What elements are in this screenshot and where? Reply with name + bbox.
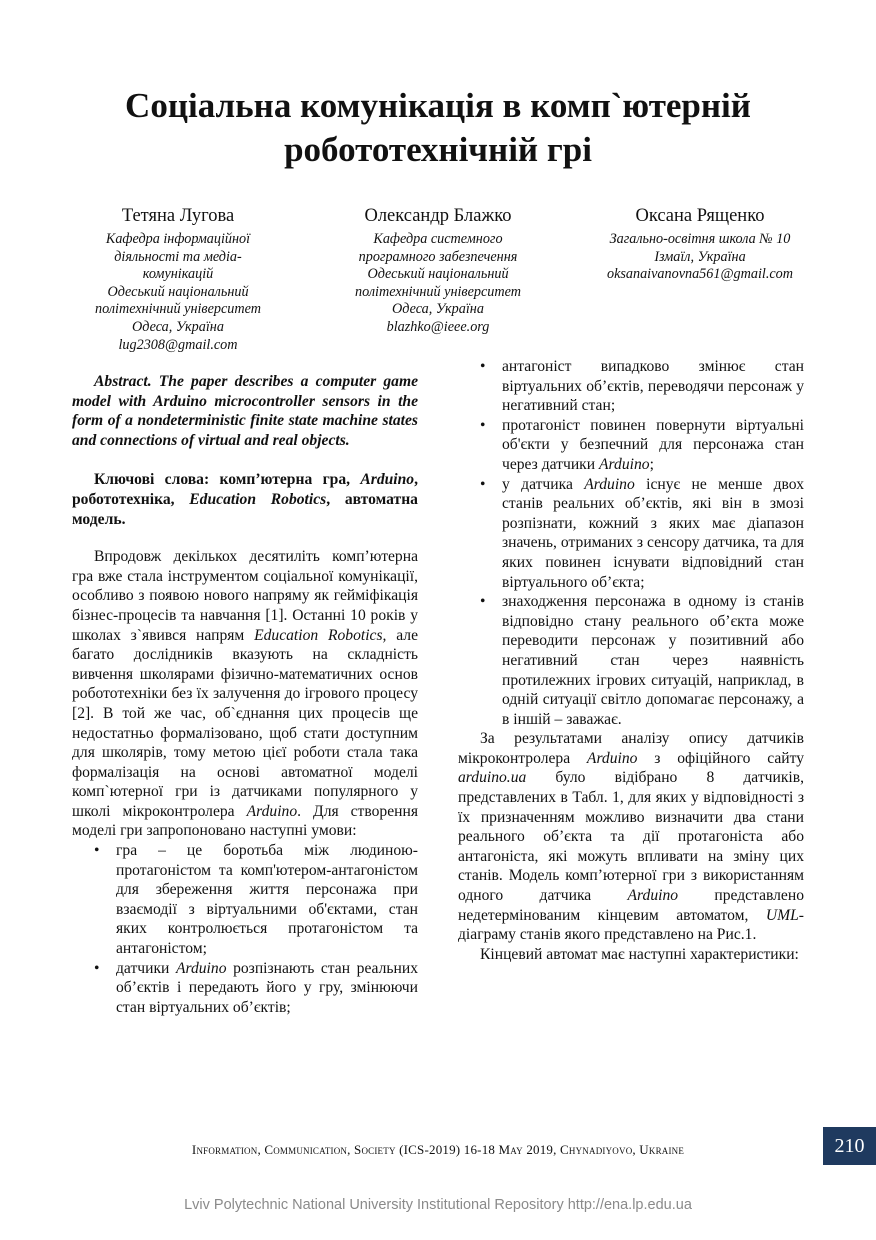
- bullet-icon: •: [94, 842, 100, 860]
- repository-watermark: Lviv Polytechnic National University Institutional Repository http://ena.lp.edu.ua: [184, 1197, 692, 1213]
- bullet-icon: •: [480, 358, 486, 375]
- bullet-icon: •: [480, 475, 486, 493]
- list-item-text: знаходження персонажа в одному із станів відповідно стану реального об’єкта може переводити персонаж у позитивний або негативний стан через наявність протилежних ігрових ситуацій, наприклад, в одній ситуації світло допомагає персонажу, а в іншій – заважає.: [502, 593, 804, 728]
- results-text-1: За результатами аналізу опису датчиків мікроконтролера: [458, 730, 804, 767]
- results-text-2: з офіційного сайту: [637, 749, 805, 767]
- intro-paragraph: [72, 547, 418, 841]
- list-item-text: протагоніст повинен повернути віртуальні об'єкти у безпечний для персонажа стан через датчики: [502, 416, 804, 473]
- keyword-education-robotics: Education Robotics: [189, 490, 327, 508]
- results-uml: UML: [765, 906, 799, 924]
- final-paragraph: Кінцевий автомат має наступні характеристики:: [480, 945, 799, 963]
- list-item-italic: Arduino: [584, 475, 635, 493]
- results-arduino: Arduino: [627, 887, 679, 905]
- results-paragraph: [458, 729, 804, 945]
- author-name: Оксана Рященко: [635, 206, 765, 226]
- bullet-icon: •: [480, 416, 486, 434]
- list-item-italic: Arduino: [175, 959, 227, 977]
- author-affiliation: діяльності та медіа-: [114, 248, 242, 265]
- results-text-4: представлено недетермінованим кінцевим автоматом,: [458, 887, 804, 924]
- list-item: [458, 357, 804, 416]
- author-affiliation: політехнічний університет: [95, 301, 261, 318]
- keywords-label: Ключові слова: комп’ютерна гра,: [94, 471, 361, 489]
- intro-text-3: . Для створення моделі гри запропоновано наступні умови:: [72, 802, 419, 840]
- list-item: [458, 592, 804, 729]
- keyword-arduino: Arduino: [360, 471, 415, 489]
- list-item-italic: Arduino: [599, 455, 650, 473]
- author-location: Одеса, Україна: [132, 318, 224, 335]
- page-footer: [0, 1142, 876, 1158]
- title-line-2: робототехнічній грі: [284, 130, 592, 169]
- author-affiliation: Одеський національний: [107, 283, 249, 300]
- conditions-list-right: [458, 357, 804, 729]
- intro-education-robotics: Education Robotics,: [254, 626, 387, 644]
- bullet-icon: •: [480, 593, 486, 611]
- paper-title: [40, 84, 836, 172]
- author-affiliation: політехнічний університет: [355, 283, 521, 300]
- footer-text: Information, Communication, Society (ICS-2019) 16-18 May 2019, Chynadiyovo, Ukraine: [191, 1142, 685, 1157]
- left-column: [72, 357, 418, 1017]
- bullet-icon: •: [94, 959, 100, 977]
- author-affiliation: комунікацій: [142, 266, 214, 283]
- title-line-1: Соціальна комунікація в комп`ютерній: [125, 86, 751, 125]
- intro-arduino: Arduino: [246, 802, 298, 820]
- results-arduino: Arduino: [586, 749, 638, 767]
- author-email: blazhko@ieee.org: [386, 318, 490, 335]
- conditions-list-left: [72, 841, 418, 1017]
- results-text-3: було відібрано 8 датчиків, представлених в Табл. 1, для яких у відповідності з їх призначенням можливо визначити два стани реального об’єкта та дії протагоніста або антагоніста, які можуть впливати на зміну цих станів. Модель комп’ютерної гри з використанням одного датчика: [458, 769, 804, 905]
- keywords: [72, 470, 418, 529]
- author-email: lug2308@gmail.com: [118, 336, 238, 353]
- author-block-2: [322, 205, 554, 337]
- author-affiliation: програмного забезпечення: [358, 248, 518, 265]
- keywords-end: , автоматна модель.: [72, 490, 418, 528]
- author-location: Одеса, Україна: [392, 301, 484, 318]
- keywords-mid: , робототехніка,: [72, 471, 418, 508]
- author-name: Олександр Блажко: [364, 206, 512, 226]
- page-number: 210: [823, 1127, 876, 1165]
- list-item: [72, 959, 418, 1018]
- list-item-text: датчики: [116, 959, 176, 977]
- author-email: oksanaivanovna561@gmail.com: [606, 266, 794, 283]
- results-site: arduino.ua: [458, 769, 527, 787]
- results-text-5: -діаграму станів якого представлено на Рис.1.: [458, 906, 804, 944]
- author-affiliation: Кафедра інформаційної: [105, 231, 251, 247]
- list-item-text: у датчика: [502, 475, 585, 493]
- author-name: Тетяна Лугова: [121, 206, 235, 226]
- list-item: [72, 841, 418, 959]
- list-item: [458, 416, 804, 475]
- list-item-text: гра – це боротьба між людиною-протагоністом та комп'ютером-антагоністом для збереження життя персонажа при взаємодії з віртуальними об'єктами, стан яких контролюється протагоністом та антагоністом;: [116, 842, 418, 958]
- intro-text-1: Впродовж декількох десятиліть комп’ютерна гра вже стала інструментом соціальної комунікації, особливо з появою нового напряму як гейміфікація бізнес-процесів та навчання [1]. Останні 10 років у школах з`явився напрям: [72, 548, 418, 644]
- abstract: Abstract. The paper describes a computer game model with Arduino microcontroller sensors in the form of a nondeterministic finite state machine states and connections of virtual and real objects.: [72, 373, 418, 449]
- author-location: Ізмаїл, Україна: [654, 248, 746, 265]
- author-block-1: [62, 205, 294, 354]
- author-affiliation: Кафедра системного: [373, 231, 503, 247]
- list-item-text: антагоніст випадково змінює стан віртуальних об’єктів, переводячи персонаж у негативний стан;: [502, 358, 804, 415]
- list-item-text: розпізнають стан реальних об’єктів і передають його у гру, змінюючи стан віртуальних об’єктів;: [116, 959, 418, 1016]
- list-item-text: ;: [649, 455, 654, 473]
- right-column: [458, 357, 804, 964]
- list-item-text: існує не менше двох станів реальних об’єктів, які він в змозі розпізнати, кожний з яких має діапазон значень, отриманих з сенсору датчика, та для яких повинен існувати відповідний стан віртуального об’єкта;: [502, 475, 804, 591]
- list-item: [458, 475, 804, 593]
- intro-text-2: але багато дослідників вказують на складність вивчення школярами фізично-математичних основ робототехніки без їх залучення до ігрового процесу [2]. В той же час, об`єднання цих процесів ще недостатньо формалізовано, щоб стати доступним для школярів, тому метою цієї роботи стала така формалізація на основі автоматної моделі комп`ютерної гри із датчиками популярного у школі мікроконтролера: [72, 626, 419, 820]
- author-affiliation: Загально-освітня школа № 10: [609, 231, 791, 247]
- author-affiliation: Одеський національний: [367, 266, 509, 283]
- author-block-3: [580, 205, 820, 284]
